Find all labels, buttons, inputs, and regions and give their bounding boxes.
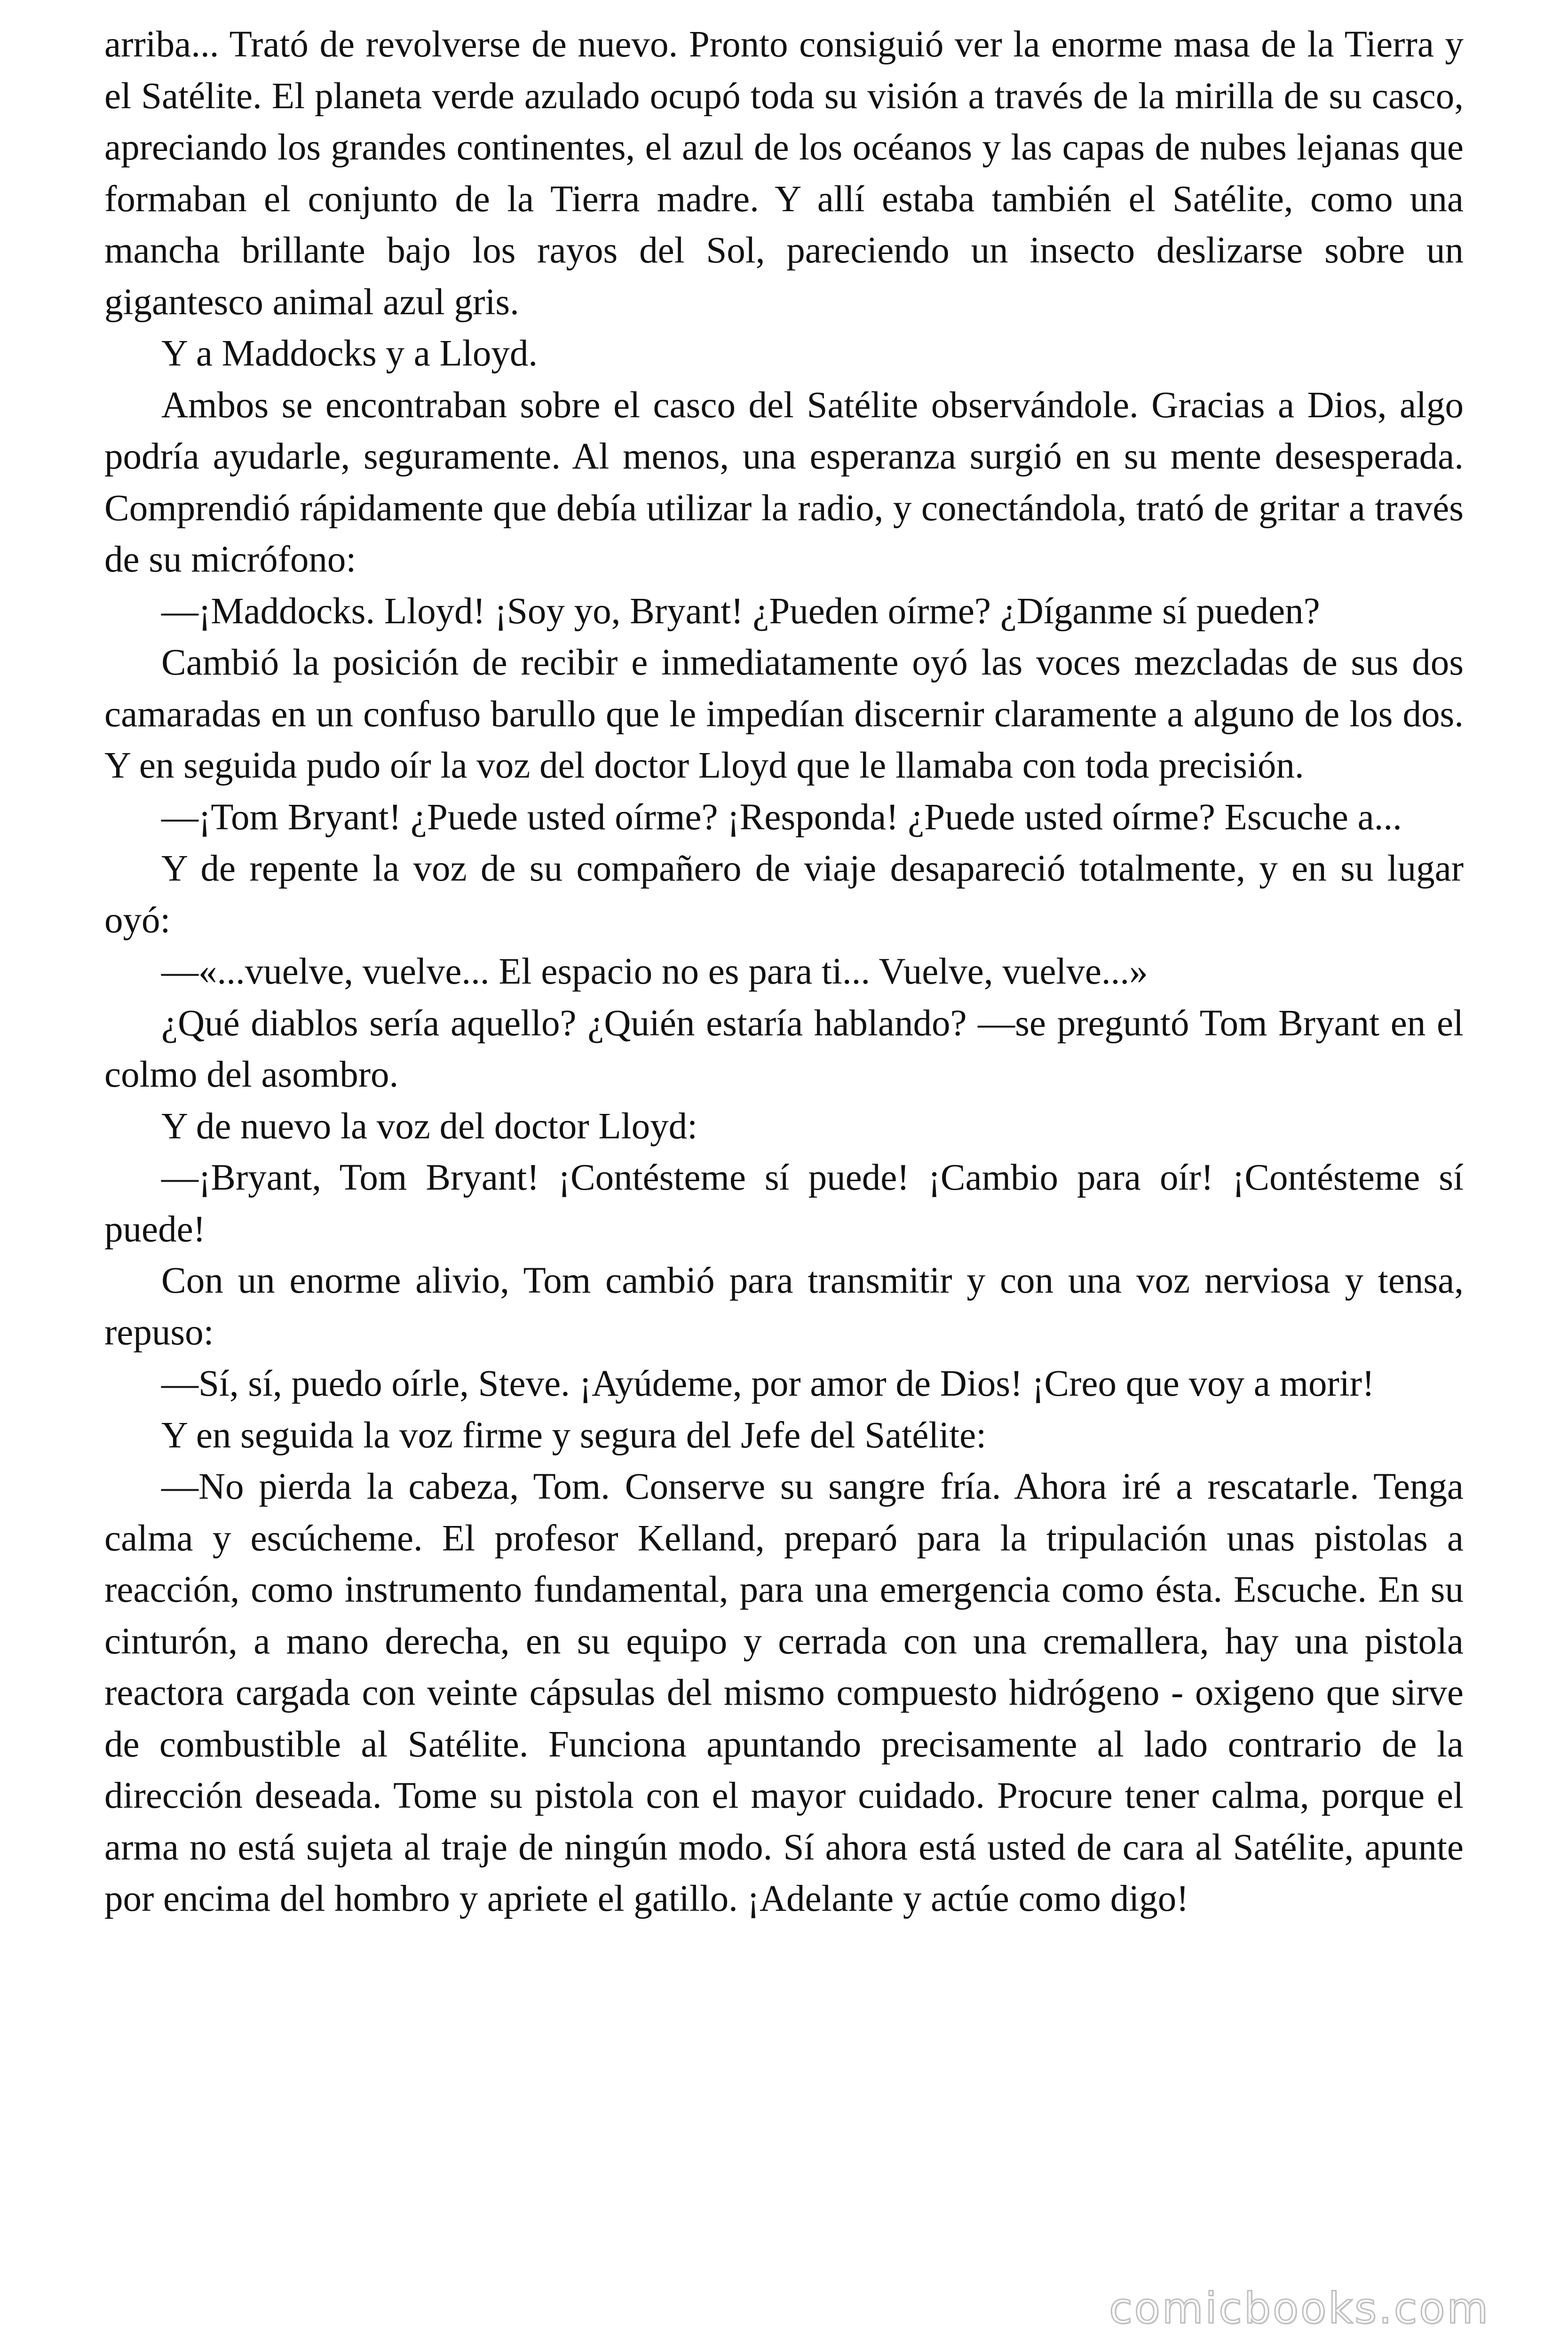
dialogue-paragraph: —Sí, sí, puedo oírle, Steve. ¡Ayúdeme, por amor de Dios! ¡Creo que voy a morir! xyxy=(161,1363,1375,1404)
dialogue-paragraph: —«...vuelve, vuelve... El espacio no es para ti... Vuelve, vuelve...» xyxy=(161,951,1148,992)
paragraph: Con un enorme alivio, Tom cambió para transmitir y con una voz nerviosa y tensa, repuso: xyxy=(104,1260,1464,1353)
paragraph: Cambió la posición de recibir e inmediatamente oyó las voces mezcladas de sus dos camaradas en un confuso barullo que le impedían discernir claramente a alguno de los dos. Y en seguida pudo oír la voz del doctor Lloyd que le llamaba con toda precisión. xyxy=(104,642,1464,786)
dialogue-paragraph: —No pierda la cabeza, Tom. Conserve su sangre fría. Ahora iré a rescatarle. Tenga calma y escúcheme. El profesor Kelland, preparó para la tripulación unas pistolas a reacción, como instrumento fundamental, para una emergencia como ésta. Escuche. En su cinturón, a mano derecha, en su equipo y cerrada con una cremallera, hay una pistola reactora cargada con veinte cápsulas del mismo compuesto hidrógeno - oxigeno que sirve de combustible al Satélite. Funciona apuntando precisamente al lado contrario de la dirección deseada. Tome su pistola con el mayor cuidado. Procure tener calma, porque el arma no está sujeta al traje de ningún modo. Sí ahora está usted de cara al Satélite, apunte por encima del hombro y apriete el gatillo. ¡Adelante y actúe como digo! xyxy=(104,1466,1464,1919)
paragraph: Y a Maddocks y a Lloyd. xyxy=(161,333,538,374)
paragraph-continuation: arriba... Trató de revolverse de nuevo. Pronto consiguió ver la enorme masa de la Tierra y el Satélite. El planeta verde azulado ocupó toda su visión a través de la mirilla de su casco, apreciando los grandes continentes, el azul de los océanos y las capas de nubes lejanas que formaban el conjunto de la Tierra madre. Y allí estaba también el Satélite, como una mancha brillante bajo los rayos del Sol, pareciendo un insecto deslizarse sobre un gigantesco animal azul gris. xyxy=(104,24,1464,323)
paragraph: Y de repente la voz de su compañero de viaje desapareció totalmente, y en su lugar oyó: xyxy=(104,848,1464,941)
paragraph: Y de nuevo la voz del doctor Lloyd: xyxy=(161,1105,698,1147)
paragraph: ¿Qué diablos sería aquello? ¿Quién estaría hablando? —se preguntó Tom Bryant en el colmo del asombro. xyxy=(104,1002,1464,1095)
dialogue-paragraph: —¡Maddocks. Lloyd! ¡Soy yo, Bryant! ¿Pueden oírme? ¿Díganme sí pueden? xyxy=(161,590,1320,632)
paragraph: Ambos se encontraban sobre el casco del Satélite observándole. Gracias a Dios, algo podría ayudarle, seguramente. Al menos, una esperanza surgió en su mente desesperada. Comprendió rápidamente que debía utilizar la radio, y conectándola, trató de gritar a través de su micrófono: xyxy=(104,384,1464,580)
book-page-text xyxy=(104,19,1464,1925)
paragraph: Y en seguida la voz firme y segura del Jefe del Satélite: xyxy=(161,1414,987,1456)
dialogue-paragraph: —¡Bryant, Tom Bryant! ¡Contésteme sí puede! ¡Cambio para oír! ¡Contésteme sí puede! xyxy=(104,1157,1464,1250)
watermark-logo: comicbooks.com xyxy=(1109,2284,1490,2333)
dialogue-paragraph: —¡Tom Bryant! ¿Puede usted oírme? ¡Responda! ¿Puede usted oírme? Escuche a... xyxy=(161,796,1402,838)
